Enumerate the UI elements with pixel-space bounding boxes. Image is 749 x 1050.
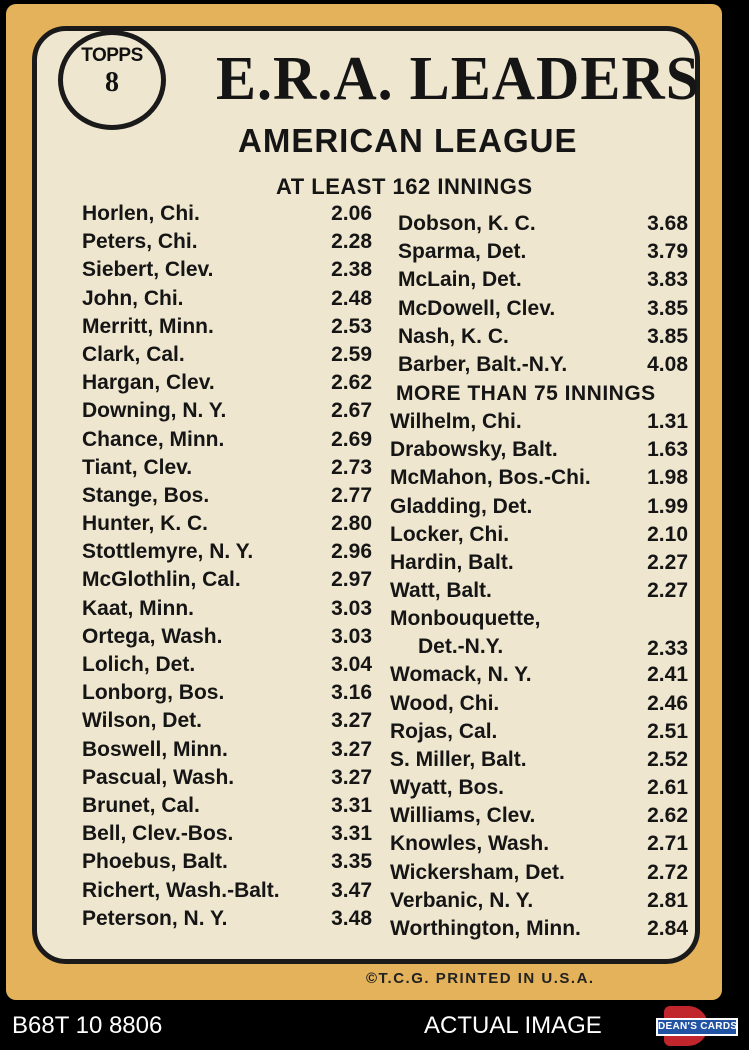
era-value: 3.85 [647,296,688,320]
leader-row [390,746,688,774]
pitcher-name: Siebert, Clev. [82,258,214,282]
leader-row [82,454,372,482]
leader-row [390,408,688,436]
era-value: 2.84 [647,917,688,940]
era-value: 3.27 [331,709,372,733]
era-value: 1.98 [647,466,688,490]
era-value: 2.73 [331,455,372,479]
era-value: 2.59 [331,342,372,366]
pitcher-name: Wilhelm, Chi. [390,410,522,433]
pitcher-name: Drabowsky, Balt. [390,438,558,462]
leader-row [82,820,372,848]
logo-text: DEAN'S CARDS [656,1018,738,1036]
leader-row [82,707,372,735]
era-value: 2.67 [331,399,372,423]
era-value: 3.27 [331,765,372,789]
era-value: 3.04 [331,653,372,676]
leader-row [82,877,372,905]
era-value: 2.72 [647,860,688,884]
pitcher-name: Hardin, Balt. [390,550,514,574]
era-value: 3.83 [647,268,688,292]
pitcher-name: Dobson, K. C. [398,212,536,235]
leader-row [82,341,372,369]
leader-row [390,690,688,718]
era-value: 3.48 [331,906,372,930]
leader-row [82,736,372,764]
pitcher-name: McLain, Det. [398,268,522,292]
card-title: E.R.A. LEADERS [216,43,701,113]
era-value: 2.51 [647,719,688,743]
pitcher-name: S. Miller, Balt. [390,747,527,771]
leader-row [82,679,372,707]
pitcher-name: Richert, Wash.-Balt. [82,878,280,902]
pitcher-name: Stottlemyre, N. Y. [82,540,254,564]
pitcher-name: Stange, Bos. [82,483,210,507]
pitcher-name: Phoebus, Balt. [82,850,228,874]
pitcher-name: Boswell, Minn. [82,737,228,761]
right-leaders-list-162 [398,210,688,379]
era-value: 2.06 [331,202,372,225]
leader-row [390,774,688,802]
leader-row [390,605,688,661]
pitcher-name: McMahon, Bos.-Chi. [390,466,591,490]
bottom-caption-strip [0,1004,749,1050]
era-value: 2.81 [647,888,688,912]
era-value: 3.47 [331,878,372,902]
era-value: 3.03 [331,624,372,648]
baseball-card [6,4,722,1000]
era-value: 2.71 [647,832,688,856]
era-value: 2.61 [647,776,688,800]
era-value: 1.99 [647,494,688,518]
deans-cards-logo [656,1006,738,1048]
era-value: 2.41 [647,663,688,687]
leader-row [82,651,372,679]
era-value: 3.68 [647,212,688,235]
leader-row [82,905,372,933]
era-value: 2.28 [331,230,372,254]
pitcher-name: Merritt, Minn. [82,314,214,338]
leader-row [390,549,688,577]
pitcher-name: Nash, K. C. [398,324,509,348]
leader-row [398,210,688,238]
pitcher-name: Womack, N. Y. [390,663,532,687]
topps-brand: TOPPS [81,45,143,66]
pitcher-name: Kaat, Minn. [82,596,195,620]
pitcher-name: Verbanic, N. Y. [390,888,534,912]
pitcher-name: Tiant, Clev. [82,455,193,479]
leader-row [82,595,372,623]
pitcher-name: Chance, Minn. [82,427,225,451]
leader-row [390,915,688,943]
pitcher-name: McGlothlin, Cal. [82,568,241,592]
pitcher-name: Peters, Chi. [82,230,198,254]
era-value: 4.08 [647,352,688,376]
leader-row [82,228,372,256]
right-leaders-list-75 [390,408,688,943]
era-value: 2.27 [647,579,688,603]
leader-row [390,830,688,858]
era-value: 2.97 [331,568,372,592]
pitcher-name: Rojas, Cal. [390,719,498,743]
era-value: 3.85 [647,324,688,348]
league-heading: AMERICAN LEAGUE [238,122,578,159]
era-value: 2.10 [647,522,688,546]
leader-row [390,577,688,605]
leader-row [82,256,372,284]
era-value: 2.62 [647,804,688,828]
leader-row [390,436,688,464]
leader-row [82,566,372,594]
leader-row [390,802,688,830]
era-value: 2.53 [331,314,372,338]
pitcher-name: Hunter, K. C. [82,512,209,536]
pitcher-name: Sparma, Det. [398,240,527,264]
era-value: 2.52 [647,747,688,771]
pitcher-name: John, Chi. [82,286,184,310]
era-value: 2.48 [331,286,372,310]
pitcher-name: Williams, Clev. [390,804,536,828]
era-value: 2.69 [331,427,372,451]
leader-row [398,323,688,351]
leader-row [82,623,372,651]
pitcher-name: Gladding, Det. [390,494,533,518]
section-heading-75-innings: MORE THAN 75 INNINGS [396,382,656,405]
era-value: 2.33 [647,637,688,661]
pitcher-name: Barber, Balt.-N.Y. [398,352,568,376]
leader-row [82,510,372,538]
era-value: 2.80 [331,512,372,536]
leader-row [82,792,372,820]
leader-row [82,313,372,341]
leader-row [390,859,688,887]
era-value: 2.46 [647,691,688,715]
section-heading-162-innings: AT LEAST 162 INNINGS [276,174,533,199]
leader-row [82,369,372,397]
era-value: 3.31 [331,822,372,846]
left-leaders-list [82,200,372,933]
pitcher-name: Watt, Balt. [390,579,492,603]
leader-row [390,521,688,549]
pitcher-name: McDowell, Clev. [398,296,556,320]
pitcher-name: Wickersham, Det. [390,860,565,884]
era-value: 3.16 [331,681,372,705]
era-value: 2.77 [331,483,372,507]
pitcher-name: Wyatt, Bos. [390,776,504,800]
pitcher-name: Horlen, Chi. [82,202,200,225]
pitcher-name: Bell, Clev.-Bos. [82,822,234,846]
era-value: 3.79 [647,240,688,264]
leader-row [398,266,688,294]
leader-row [398,238,688,266]
era-value: 2.62 [331,371,372,395]
pitcher-name: Locker, Chi. [390,522,510,546]
leader-row [82,482,372,510]
pitcher-name: Lolich, Det. [82,653,196,676]
leader-row [390,661,688,689]
era-value: 1.31 [647,410,688,433]
pitcher-name: Peterson, N. Y. [82,906,228,930]
pitcher-name: Pascual, Wash. [82,765,235,789]
leader-row [82,764,372,792]
pitcher-name: Brunet, Cal. [82,793,200,817]
leader-row [82,538,372,566]
leader-row [390,464,688,492]
leader-row [398,351,688,379]
era-value: 2.38 [331,258,372,282]
era-value: 3.35 [331,850,372,874]
pitcher-name: Wilson, Det. [82,709,202,733]
era-value: 3.27 [331,737,372,761]
leader-row [82,426,372,454]
pitcher-name: Knowles, Wash. [390,832,550,856]
pitcher-name: Ortega, Wash. [82,624,223,648]
era-value: 3.31 [331,793,372,817]
leader-row [390,493,688,521]
pitcher-name: Hargan, Clev. [82,371,215,395]
era-value: 2.96 [331,540,372,564]
pitcher-name: Monbouquette, [390,607,541,631]
leader-row [82,200,372,228]
pitcher-name: Downing, N. Y. [82,399,227,423]
copyright-footer: ©T.C.G. PRINTED IN U.S.A. [366,970,595,987]
era-value: 2.27 [647,550,688,574]
actual-image-label: ACTUAL IMAGE [424,1012,602,1039]
leader-row [390,718,688,746]
pitcher-teams: Det.-N.Y. [418,635,504,659]
era-value: 1.63 [647,438,688,462]
card-number-badge [58,30,166,130]
leader-row [390,887,688,915]
leader-row [82,397,372,425]
era-value: 3.03 [331,596,372,620]
leader-row [82,285,372,313]
pitcher-name: Worthington, Minn. [390,917,581,940]
card-number: 8 [105,67,119,98]
leader-row [398,295,688,323]
leader-row [82,848,372,876]
pitcher-name: Wood, Chi. [390,691,500,715]
pitcher-name: Lonborg, Bos. [82,681,225,705]
inventory-code: B68T 10 8806 [12,1012,163,1039]
pitcher-name: Clark, Cal. [82,342,185,366]
